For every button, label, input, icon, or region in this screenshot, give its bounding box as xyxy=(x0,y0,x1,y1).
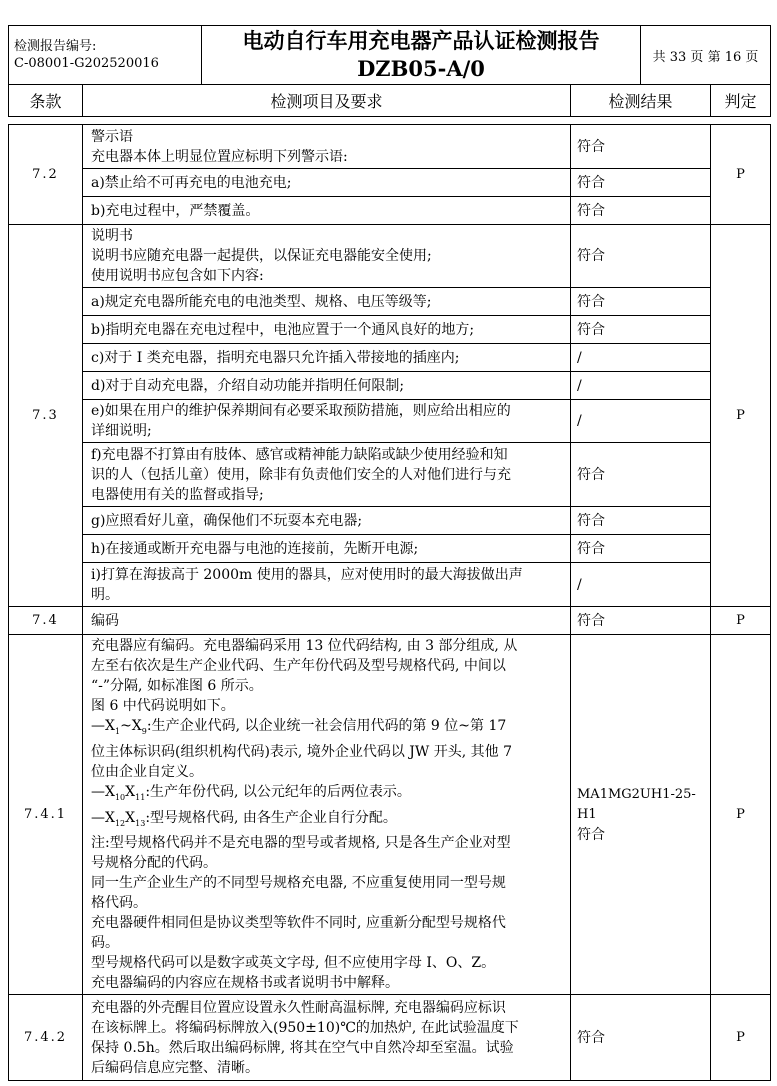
verdict-7-2: P xyxy=(711,125,771,225)
requirement-line xyxy=(91,716,566,742)
requirement-line: 号规格分配的代码。 xyxy=(91,855,217,872)
report-number: C-08001-G202520016 xyxy=(14,56,159,71)
requirement-line: 电器使用有关的监督或指导; xyxy=(91,486,264,503)
table-row xyxy=(9,372,771,400)
charger-code: MA1MG2UH1-25-H1 xyxy=(577,786,696,822)
requirement-line: 充电器应有编码。充电器编码采用 13 位代码结构, 由 3 部分组成, 从 xyxy=(91,638,518,654)
requirement-text: a)规定充电器所能充电的电池类型、规格、电压等级等; xyxy=(83,288,571,316)
code-description: :型号规格代码, 由各生产企业自行分配。 xyxy=(145,809,397,826)
table-row xyxy=(9,995,771,1081)
requirement-line: 充电器编码的内容应在规格书或者说明书中解释。 xyxy=(91,975,399,992)
result-cell: / xyxy=(571,400,711,443)
report-code: DZB05-A/0 xyxy=(357,56,485,81)
requirement-line: 型号规格代码可以是数字或英文字母, 但不应使用字母 I、O、Z。 xyxy=(91,955,496,972)
requirement-line: 码。 xyxy=(91,935,119,952)
requirement-line: f)充电器不打算由有肢体、感官或精神能力缺陷或缺少使用经验和知 xyxy=(91,446,508,463)
requirement-line: 在该标牌上。将编码标牌放入(950±10)℃的加热炉, 在此试验温度下 xyxy=(91,1019,519,1036)
verdict-7-4-2: P xyxy=(711,995,771,1081)
requirement-line: 使用说明书应包含如下内容: xyxy=(91,268,264,284)
result-cell: / xyxy=(571,344,711,372)
requirement-line xyxy=(91,782,566,808)
code-symbol: —X xyxy=(91,809,115,826)
requirement-line: 警示语 xyxy=(91,128,133,145)
requirement-line: “-”分隔, 如标准图 6 所示。 xyxy=(91,678,263,694)
result-cell: 符合 xyxy=(571,197,711,225)
report-title: 电动自行车用充电器产品认证检测报告 xyxy=(242,28,600,53)
report-number-cell xyxy=(9,26,202,85)
table-row xyxy=(9,535,771,563)
code-description: :生产企业代码, 以企业统一社会信用代码的第 9 位~第 17 xyxy=(146,718,507,734)
col-header-requirement: 检测项目及要求 xyxy=(83,85,571,117)
result-cell: 符合 xyxy=(571,288,711,316)
result-cell: 符合 xyxy=(571,607,711,635)
table-row xyxy=(9,400,771,443)
col-header-result: 检测结果 xyxy=(571,85,711,117)
column-headers xyxy=(8,84,771,117)
code-symbol: X xyxy=(125,809,136,826)
requirement-line: 明。 xyxy=(91,586,119,603)
subscript: 11 xyxy=(135,792,146,802)
requirement-text xyxy=(83,125,571,169)
requirement-line: 充电器硬件相同但是协议类型等软件不同时, 应重新分配型号规格代 xyxy=(91,915,506,932)
col-header-verdict: 判定 xyxy=(711,85,771,117)
table-row xyxy=(9,507,771,535)
requirement-line: 后编码信息应完整、清晰。 xyxy=(91,1059,259,1076)
clause-7-2: 7.2 xyxy=(9,125,83,225)
clause-7-4-1: 7.4.1 xyxy=(9,635,83,995)
requirement-text: 编码 xyxy=(83,607,571,635)
report-header xyxy=(8,25,771,85)
code-symbol: ~X xyxy=(120,718,142,734)
table-row xyxy=(9,288,771,316)
requirement-text xyxy=(83,400,571,443)
requirement-text xyxy=(83,635,571,995)
requirement-line: 详细说明; xyxy=(91,423,152,439)
verdict-7-3: P xyxy=(711,225,771,607)
verdict-7-4: P xyxy=(711,607,771,635)
result-cell: 符合 xyxy=(571,507,711,535)
code-symbol: —X xyxy=(91,718,115,734)
code-symbol: X xyxy=(125,783,136,800)
table-row xyxy=(9,225,771,288)
result-cell: 符合 xyxy=(571,125,711,169)
test-items-table xyxy=(8,124,771,1081)
requirement-text: g)应照看好儿童，确保他们不玩耍本充电器; xyxy=(83,507,571,535)
requirement-line: 说明书 xyxy=(91,228,133,244)
report-title-cell xyxy=(202,26,641,85)
table-row xyxy=(9,443,771,507)
clause-7-4: 7.4 xyxy=(9,607,83,635)
requirement-line: 左至右依次是生产企业代码、生产年份代码及型号规格代码, 中间以 xyxy=(91,658,506,674)
requirement-line: 图 6 中代码说明如下。 xyxy=(91,698,235,714)
requirement-line: 保持 0.5h。然后取出编码标牌, 将其在空气中自然冷却至室温。试验 xyxy=(91,1039,514,1056)
requirement-line: 充电器本体上明显位置应标明下列警示语: xyxy=(91,148,348,165)
requirement-text xyxy=(83,225,571,288)
result-cell: / xyxy=(571,372,711,400)
requirement-line: 同一生产企业生产的不同型号规格充电器, 不应重复使用同一型号规 xyxy=(91,875,506,892)
subscript: 9 xyxy=(141,726,147,736)
requirement-line xyxy=(91,808,566,834)
result-cell: / xyxy=(571,563,711,607)
requirement-text xyxy=(83,995,571,1081)
code-symbol: —X xyxy=(91,783,115,800)
requirement-text: b)指明充电器在充电过程中，电池应置于一个通风良好的地方; xyxy=(83,316,571,344)
subscript: 12 xyxy=(114,818,126,828)
requirement-text: b)充电过程中，严禁覆盖。 xyxy=(83,197,571,225)
result-cell: 符合 xyxy=(571,169,711,197)
page-info: 共 33 页 第 16 页 xyxy=(641,26,771,85)
result-cell: 符合 xyxy=(571,443,711,507)
table-row xyxy=(9,635,771,995)
table-row xyxy=(9,125,771,169)
result-cell: 符合 xyxy=(571,995,711,1081)
verdict-7-4-1: P xyxy=(711,635,771,995)
result-cell: 符合 xyxy=(571,225,711,288)
subscript: 13 xyxy=(135,818,146,828)
requirement-line: 注:型号规格代码并不是充电器的型号或者规格, 只是各生产企业对型 xyxy=(91,835,511,852)
subscript: 1 xyxy=(114,726,121,736)
table-row xyxy=(9,169,771,197)
clause-7-4-2: 7.4.2 xyxy=(9,995,83,1081)
requirement-line: 位由企业自定义。 xyxy=(91,763,203,780)
result-cell: 符合 xyxy=(571,316,711,344)
table-row xyxy=(9,316,771,344)
report-number-label: 检测报告编号: xyxy=(14,39,97,54)
table-row xyxy=(9,197,771,225)
result-cell xyxy=(571,635,711,995)
requirement-text: h)在接通或断开充电器与电池的连接前，先断开电源; xyxy=(83,535,571,563)
requirement-text xyxy=(83,563,571,607)
subscript: 10 xyxy=(114,792,126,802)
result-text: 符合 xyxy=(577,826,605,843)
requirement-line: 格代码。 xyxy=(91,895,147,912)
requirement-text: c)对于 I 类充电器，指明充电器只允许插入带接地的插座内; xyxy=(83,344,571,372)
requirement-line: 识的人（包括儿童）使用，除非有负责他们安全的人对他们进行与充 xyxy=(91,466,511,483)
requirement-text xyxy=(83,443,571,507)
result-cell: 符合 xyxy=(571,535,711,563)
requirement-line: 位主体标识码(组织机构代码)表示, 境外企业代码以 JW 开头, 其他 7 xyxy=(91,743,512,760)
requirement-line: i)打算在海拔高于 2000m 使用的器具，应对使用时的最大海拔做出声 xyxy=(91,566,523,583)
clause-7-3: 7.3 xyxy=(9,225,83,607)
requirement-text: d)对于自动充电器，介绍自动功能并指明任何限制; xyxy=(83,372,571,400)
requirement-line: 说明书应随充电器一起提供，以保证充电器能安全使用; xyxy=(91,248,432,264)
col-header-clause: 条款 xyxy=(9,85,83,117)
code-description: :生产年份代码, 以公元纪年的后两位表示。 xyxy=(145,783,411,800)
table-row xyxy=(9,344,771,372)
requirement-text: a)禁止给不可再充电的电池充电; xyxy=(83,169,571,197)
table-row xyxy=(9,563,771,607)
requirement-line: 充电器的外壳醒目位置应设置永久性耐高温标牌, 充电器编码应标识 xyxy=(91,999,506,1016)
table-row xyxy=(9,607,771,635)
requirement-line: e)如果在用户的维护保养期间有必要采取预防措施，则应给出相应的 xyxy=(91,403,511,419)
